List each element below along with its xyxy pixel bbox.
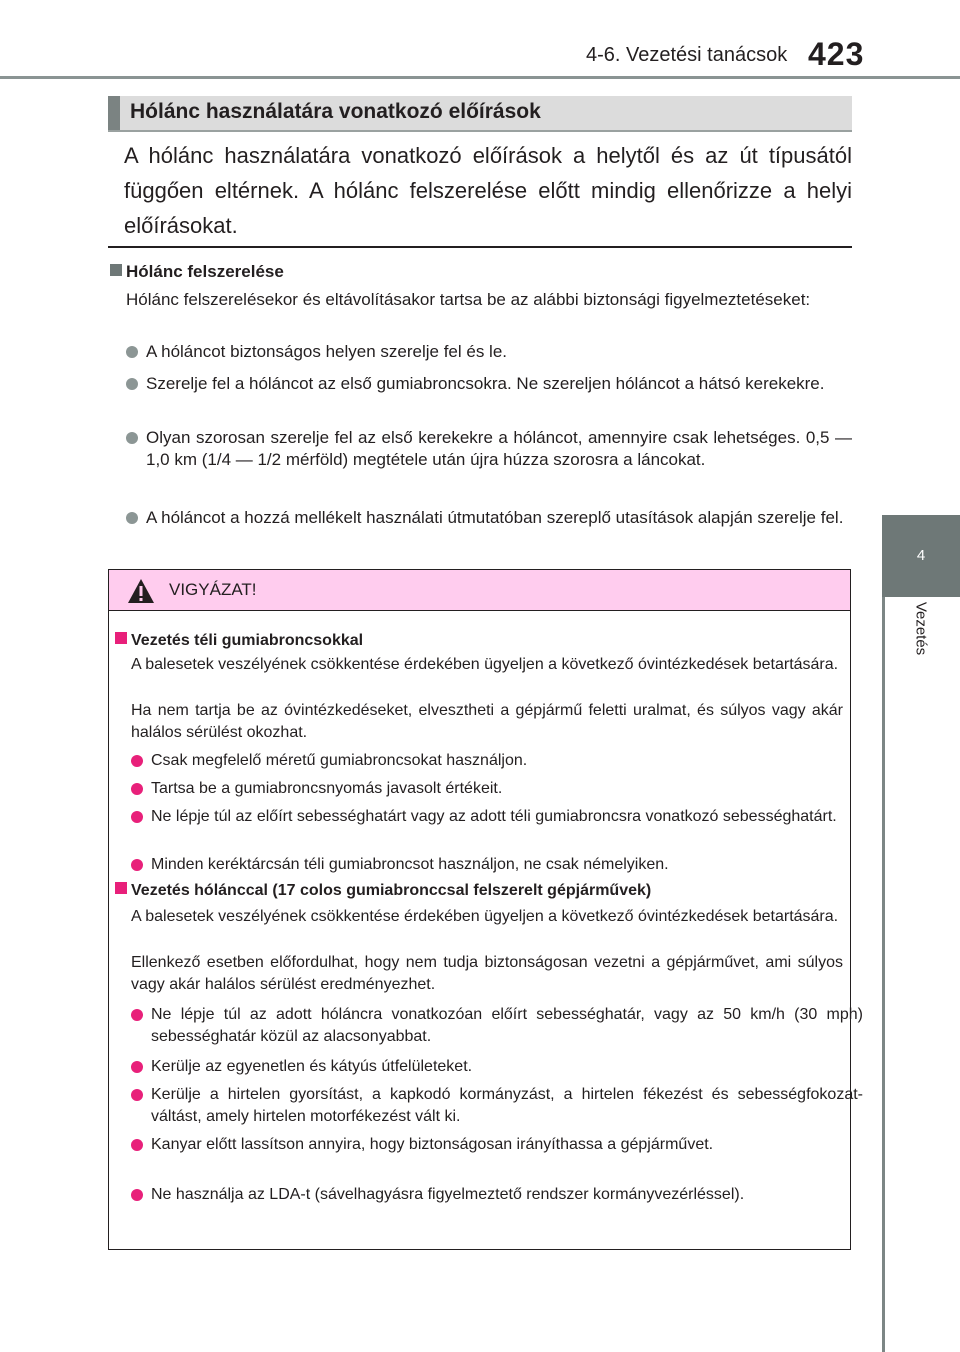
bullet-icon	[131, 1061, 143, 1073]
heading-accent	[108, 96, 120, 130]
bullet-icon	[131, 1009, 143, 1021]
winter-text-1: A balesetek veszélyének csökkentése érdekében ügyeljen a következő óvintézkedések betartására.	[131, 656, 839, 673]
list-item: A hóláncot biztonságos helyen szerelje fel és le.	[126, 341, 852, 363]
install-heading: Hólánc felszerelése	[110, 262, 284, 282]
square-bullet-icon	[115, 632, 127, 644]
chapter-label: Vezetés	[912, 601, 930, 656]
chapter-tab[interactable]: 4	[882, 515, 960, 597]
section-heading-bar	[108, 96, 852, 132]
list-item: A hóláncot a hozzá mellékelt használati útmutatóban szereplő utasítások alapján szerelje fel.	[126, 507, 852, 529]
bullet-icon	[131, 1139, 143, 1151]
chains-heading: Vezetés hólánccal (17 colos gumiabronccsal felszerelt gépjárművek)	[115, 882, 651, 900]
bullet-icon	[131, 1089, 143, 1101]
chapter-tab-line	[882, 597, 885, 1352]
bullet-icon	[131, 755, 143, 767]
list-item: Olyan szorosan szerelje fel az első kerekekre a hóláncot, amennyire csak lehetséges. 0,5 — 1,0 km (1/4 — 1/2 mérföld) megtétele után újra húzza szorosra a láncokat.	[126, 427, 852, 471]
square-bullet-icon	[110, 264, 122, 276]
intro-paragraph: A hólánc használatára vonatkozó előírások a helytől és az út típusától függően eltérnek. A hólánc felszerelése előtt mindig ellenőrizze a helyi előírásokat.	[124, 143, 852, 238]
bullet-icon	[131, 859, 143, 871]
install-text: Hólánc felszerelésekor és eltávolításakor tartsa be az alábbi biztonsági figyelmeztetéseket:	[126, 290, 811, 309]
list-item: Ne lépje túl az előírt sebességhatárt vagy az adott téli gumiabroncsra vonatkozó sebességhatárt.	[131, 806, 863, 828]
list-item: Kerülje a hirtelen gyorsítást, a kapkodó kormányzást, a hirtelen fékezést és sebességfokozat-váltást, amely hirtelen motorfékezést vált ki.	[131, 1084, 863, 1128]
list-item: Ne használja az LDA-t (sávelhagyásra figyelmeztető rendszer kormányvezérléssel).	[131, 1184, 863, 1206]
bullet-icon	[126, 346, 138, 358]
chains-text-2: Ellenkező esetben előfordulhat, hogy nem tudja biztonságosan vezetni a gépjárművet, ami súlyos vagy akár halálos sérülést eredményezhet.	[131, 954, 843, 993]
list-item: Minden keréktárcsán téli gumiabroncsot használjon, ne csak némelyiken.	[131, 854, 863, 876]
winter-text-2: Ha nem tartja be az óvintézkedéseket, elvesztheti a gépjármű feletti uralmat, és súlyos vagy akár halálos sérülést okozhat.	[131, 702, 843, 741]
page-number: 423	[808, 36, 865, 72]
header-divider	[0, 76, 960, 79]
list-item: Szerelje fel a hóláncot az első gumiabroncsokra. Ne szereljen hóláncot a hátsó kerekekre.	[126, 373, 852, 395]
list-item: Ne lépje túl az adott hóláncra vonatkozóan előírt sebességhatár, vagy az 50 km/h (30 mph) sebességhatár közül az alacsonyabbat.	[131, 1004, 863, 1048]
bullet-icon	[126, 512, 138, 524]
intro-divider	[108, 246, 852, 248]
list-item: Csak megfelelő méretű gumiabroncsokat használjon.	[131, 750, 863, 772]
chains-text-1: A balesetek veszélyének csökkentése érdekében ügyeljen a következő óvintézkedések betartására.	[131, 908, 839, 925]
winter-heading: Vezetés téli gumiabroncsokkal	[115, 632, 363, 650]
bullet-icon	[131, 783, 143, 795]
bullet-icon	[126, 432, 138, 444]
list-item: Kanyar előtt lassítson annyira, hogy biztonságosan irányíthassa a gépjárművet.	[131, 1134, 863, 1156]
bullet-icon	[126, 378, 138, 390]
bullet-icon	[131, 1189, 143, 1201]
warning-header	[109, 570, 850, 611]
warning-title: VIGYÁZAT!	[169, 580, 257, 599]
bullet-icon	[131, 811, 143, 823]
section-heading: Hólánc használatára vonatkozó előírások	[130, 100, 541, 123]
square-bullet-icon	[115, 882, 127, 894]
section-title: 4-6. Vezetési tanácsok	[586, 44, 788, 66]
warning-triangle-icon	[127, 578, 155, 604]
warning-box	[108, 569, 863, 1250]
list-item: Tartsa be a gumiabroncsnyomás javasolt értékeit.	[131, 778, 863, 800]
list-item: Kerülje az egyenetlen és kátyús útfelületeket.	[131, 1056, 863, 1078]
